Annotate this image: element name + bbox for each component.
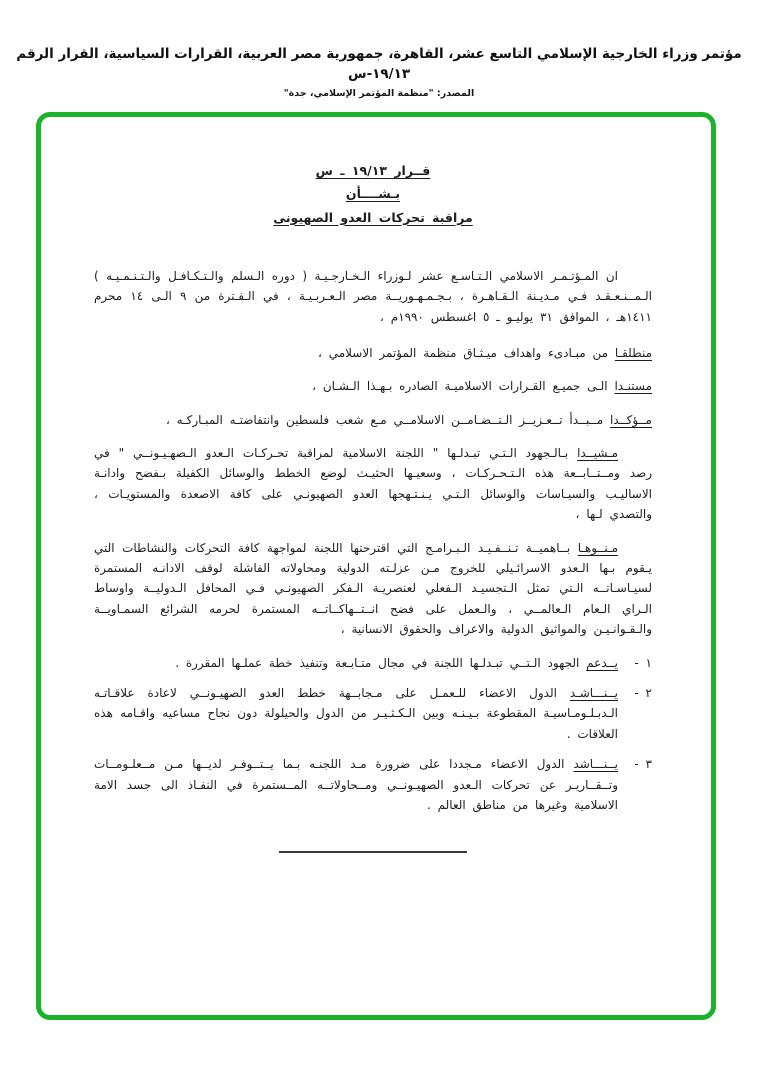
clause-paragraph bbox=[94, 443, 652, 525]
preamble-paragraph: ان المـؤتـمـر الاسلامي الـتـاسـع عشر لـوزراء الـخـارجـيـة ( دوره الـسلم والـتـكـافـل والـتـنـمـيـه ) الـمــنـعـقـد فـي مـديـنة الـقـاهـرة ، بـجـمـهـوريــة مصر الـعـربـيـة ، في الـفـترة من ٩ الـى ١٤ محرم ١٤١١هـ ، الموافق ٣١ يوليـو ـ ٥ اغسطس ١٩٩٠م ، bbox=[94, 268, 652, 324]
clause-text: بـالـجهود الـتـي تبـدلـها " اللجنة الاسلامية لمراقبة تحـركـات الـعدو الـصهـيـونــي " في رصد ومــتــابــعة هذه الـتـحـركـات ، وسعيـها الحثيـث لوضع الخطط والوسائل الكفيلة بـفضح وادانـة الاساليـب والسيـاسات والوسائل الـتـي يـنـتـهجها العدو الصهيونـي على كافة الاصعدة والمستويـات ، والتصدي لـها ، bbox=[94, 446, 652, 522]
item-lead-word: يــدعم bbox=[586, 655, 618, 670]
item-lead-word: يــنـــاشد bbox=[573, 757, 618, 772]
clause-paragraph bbox=[94, 343, 652, 363]
item-number: ١ - bbox=[634, 655, 652, 670]
clause-lead-word: مـنــوهـا bbox=[577, 540, 618, 555]
clause-text: بــاهميــة تـنــفـيـد الـبـرامـج التي اقترحتها اللجنة لمواجهة كافة التحركات والنشاطات التي يـقوم بـها الـعدو الاسرائـيلي للخروج مـن عزلـته الدولية ومحاولاته الفاشلة لوقف الادانـه المستمرة لسيـاسـاتــه الـتي تمثل الـتجسيـد الـفعلي لعنصريـة الـفكر الصهيونـي فـي المحافل الـدوليــة واوساط الـراي الـعام الـعالمــي ، والـعمل على فضح انــتــهاكــاتــه المستمرة لحرمه الشرائع السمـاويــة والـقـوانـيـن والمواثيق الدولية والاعراف والحقوق الانسانية ، bbox=[94, 540, 652, 637]
resolution-regarding: بـشــــأن bbox=[345, 186, 401, 202]
item-body-text: الدول الاعضاء مـجددا على ضرورة مـد اللجنـه بـما يــتــوفـر لديــها مـن مــعلـومــات وتــقــاريـر عن تحركات الـعدو الصهيـونــي ومــحاولاتــه المــستمرة في النفـاذ الى جسد الامة الاسلامية وغيرها من مناطق العالم . bbox=[94, 757, 618, 812]
clause-lead-word: مستنـدا bbox=[614, 379, 652, 394]
header-source: المصدر: "منظمة المؤتمر الإسلامي، جدة" bbox=[283, 87, 475, 99]
clause-text: مــبــدأ تــعـزيــز الـتــضـامــن الاسلامــي مـع شعب فلسطين وانتفاضتـه المبـاركـه ، bbox=[165, 412, 610, 427]
resolution-subject: مراقبة تحركات العدو الصهيونى bbox=[273, 209, 473, 225]
clause-text: الـى جميـع القـرارات الاسلاميـة الصادره بـهـذا الـشـان ، bbox=[312, 379, 615, 394]
item-number: ٣ - bbox=[634, 757, 652, 772]
item-lead-word: يــنـــاشـد bbox=[569, 686, 618, 700]
clause-text: من مبـادىء واهداف ميـثـاق منظمة المؤتمر الاسلامي ، bbox=[318, 345, 615, 360]
operative-item-1 bbox=[94, 653, 652, 673]
item-body-text: الجهود الـتــي تبـدلـها اللجنة في مجال متـابـعة وتنفيذ خطة عملـها المقررة . bbox=[175, 655, 587, 670]
item-body-text: الدول الاعضاء للـعمـل على مـجابــهة خطط العدو الصهيـونــي لاعادة علاقـاتـه الـدبـلـومـاسيـة المقطوعة بـيـنـه وبين الـكـثـيـر من الدول والحيلولة دون نجاح مساعيه واقـامه هذه العلاقات . bbox=[94, 686, 618, 741]
clause-paragraph bbox=[94, 538, 652, 640]
item-text bbox=[94, 653, 618, 673]
item-text bbox=[94, 754, 618, 815]
item-number: ٢ - bbox=[634, 686, 652, 700]
document-header bbox=[0, 44, 758, 99]
item-text bbox=[94, 683, 618, 744]
clause-lead-word: منطلقـا bbox=[614, 345, 652, 360]
operative-item-2 bbox=[94, 683, 652, 744]
clause-paragraph bbox=[94, 410, 652, 430]
clause-lead-word: مـشيــدا bbox=[577, 446, 618, 461]
resolution-number: قــرار ١٩/١٣ ـ س bbox=[315, 163, 431, 178]
resolution-body bbox=[36, 112, 716, 1020]
resolution-title bbox=[94, 160, 652, 228]
header-title: مؤتمر وزراء الخارجية الإسلامي التاسع عشر، القاهرة، جمهورية مصر العربية، القرارات السياسية، القرار الرقم ١٩/١٣-س bbox=[16, 46, 742, 83]
clause-paragraph bbox=[94, 376, 652, 396]
clause-lead-word: مــؤكــدا bbox=[609, 412, 652, 427]
operative-item-3 bbox=[94, 754, 652, 815]
separator-line bbox=[279, 851, 467, 853]
